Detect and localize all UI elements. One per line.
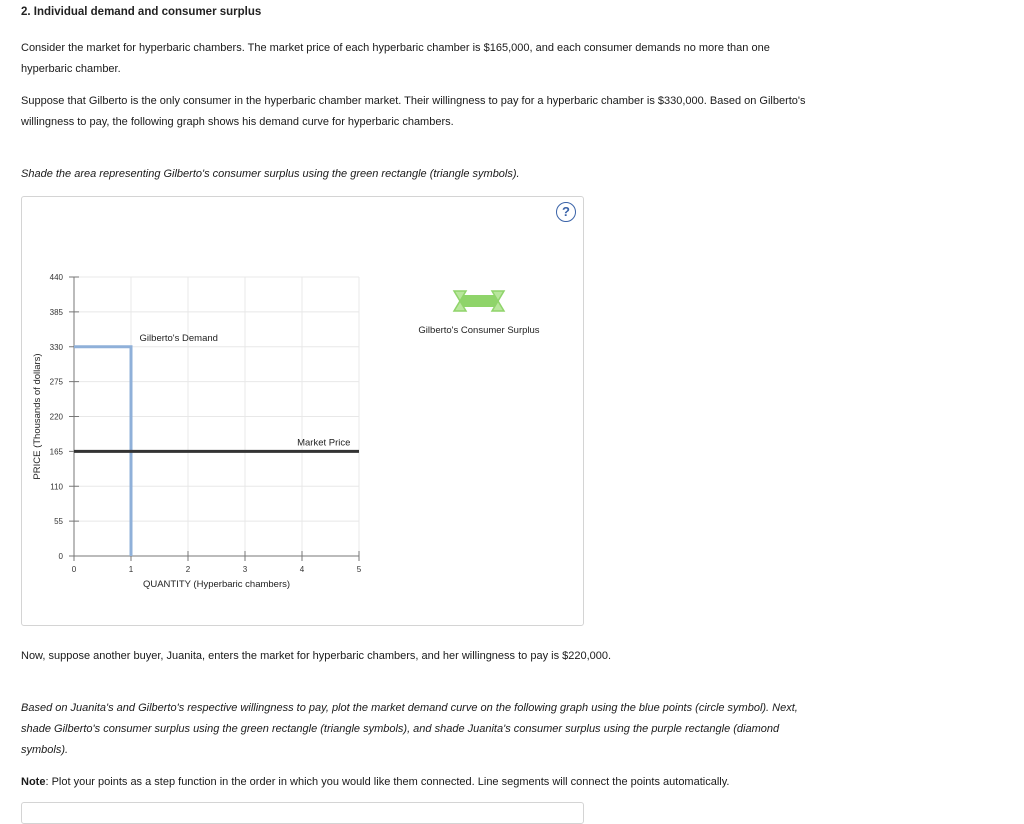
x-tick-label: 3 (242, 565, 248, 574)
second-instruction-text: Based on Juanita's and Gilberto's respective willingness to pay, plot the market demand curve on the following graph using the blue points (circle symbol). Next, shade Gilberto's consumer surplus using the green rectangle (triangle symbols), and shade Juanita's consumer surplus using the purple rectangle (diamond symbols). (21, 702, 798, 756)
y-tick-label: 440 (49, 273, 63, 282)
y-tick-label: 55 (54, 517, 63, 527)
help-icon[interactable]: ? (556, 202, 576, 222)
x-tick-label: 2 (185, 565, 191, 574)
y-tick-label: 330 (49, 342, 63, 352)
second-graph-panel (21, 802, 584, 824)
legend-surplus-label: Gilberto's Consumer Surplus (418, 325, 540, 336)
legend-surplus-swatch (460, 295, 498, 307)
graph-panel (21, 196, 584, 626)
x-tick-label: 5 (356, 565, 362, 574)
instruction-text: Shade the area representing Gilberto's consumer surplus using the green rectangle (triangle symbols). (21, 168, 520, 180)
note-label: Note (21, 776, 46, 788)
y-tick-label: 0 (58, 552, 63, 561)
demand-chart (22, 197, 583, 625)
market-description: Consider the market for hyperbaric chambers. The market price of each hyperbaric chamber is $165,000, and each consumer demands no more than one hyperbaric chamber. (21, 42, 770, 75)
note-text (21, 772, 821, 793)
market-price-label: Market Price (297, 437, 351, 449)
note-body: : Plot your points as a step function in the order in which you would like them connected. Line segments will connect the points automatically. (45, 776, 730, 788)
x-tick-label: 4 (299, 565, 305, 574)
x-tick-label: 1 (128, 565, 134, 574)
y-tick-label: 110 (50, 482, 63, 492)
y-tick-label: 275 (49, 377, 63, 387)
demand-curve-label: Gilberto's Demand (139, 332, 218, 344)
gilberto-description: Suppose that Gilberto is the only consumer in the hyperbaric chamber market. Their willingness to pay for a hyperbaric chamber is $330,000. Based on Gilberto's willingness to pay, the following graph shows his demand curve for hyperbaric chambers. (21, 95, 806, 128)
y-tick-label: 220 (49, 412, 63, 422)
juanita-description: Now, suppose another buyer, Juanita, enters the market for hyperbaric chambers, and her willingness to pay is $220,000. (21, 650, 612, 662)
y-tick-label: 385 (49, 307, 63, 317)
y-axis-label: PRICE (Thousands of dollars) (32, 353, 43, 480)
x-axis-label: QUANTITY (Hyperbaric chambers) (142, 579, 291, 590)
x-tick-label: 0 (71, 565, 77, 574)
question-title: 2. Individual demand and consumer surplus (21, 6, 262, 18)
y-tick-label: 165 (49, 447, 63, 457)
